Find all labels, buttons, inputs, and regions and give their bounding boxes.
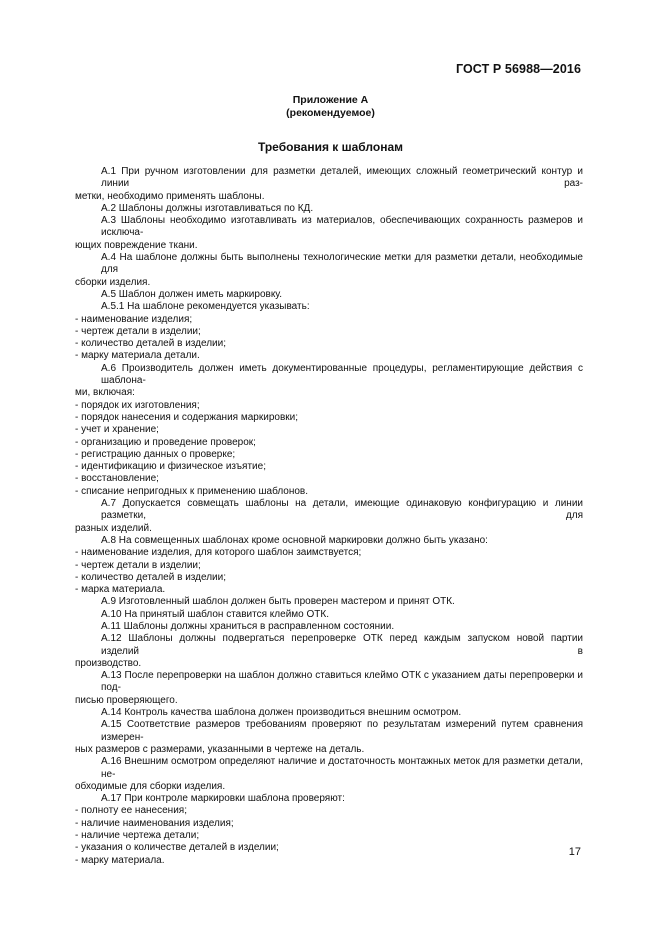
list-item (75, 818, 583, 830)
list-item-text: - идентификацию и физическое изъятие; (75, 461, 266, 473)
appendix-label: Приложение А (292, 94, 369, 106)
paragraph-line: метки, необходимо применять шаблоны. (75, 190, 265, 202)
paragraph-line: обходимые для сборки изделия. (75, 780, 226, 792)
list-item-text: - полноту ее нанесения; (75, 805, 187, 817)
page-number: 17 (568, 846, 581, 858)
paragraph-line: А.14 Контроль качества шаблона должен производиться внешним осмотром. (101, 707, 462, 719)
list-item-text: - восстановление; (75, 473, 159, 485)
list-item-text: - порядок нанесения и содержания маркировки; (75, 411, 298, 423)
list-item (75, 449, 583, 461)
clause-paragraph (75, 289, 583, 301)
paragraph-line: производство. (75, 657, 142, 669)
paragraph-line: А.10 На принятый шаблон ставится клеймо ОТК. (101, 608, 329, 620)
list-item (75, 805, 583, 817)
list-item (75, 412, 583, 424)
appendix-heading (0, 94, 661, 120)
standard-code: ГОСТ Р 56988—2016 (455, 62, 581, 76)
list-item-text: - наличие наименования изделия; (75, 817, 234, 829)
paragraph-line: разных изделий. (75, 522, 152, 534)
list-item-text: - марку материала детали. (75, 350, 200, 362)
paragraph-line: А.15 Соответствие размеров требованиям проверяют по результатам измерений путем сравнения измерен- (101, 719, 583, 743)
clause-paragraph (75, 252, 583, 289)
list-item (75, 326, 583, 338)
paragraph-line: А.5.1 На шаблоне рекомендуется указывать: (101, 301, 310, 313)
clause-paragraph (75, 621, 583, 633)
clause-paragraph (75, 596, 583, 608)
paragraph-line: А.1 При ручном изготовлении для разметки деталей, имеющих сложный геометрический контур и линии раз- (101, 166, 583, 190)
paragraph-line: А.2 Шаблоны должны изготавливаться по КД. (101, 202, 314, 214)
list-item-text: - организацию и проведение проверок; (75, 436, 256, 448)
list-item (75, 424, 583, 436)
list-item-text: - количество деталей в изделии; (75, 571, 226, 583)
list-item (75, 473, 583, 485)
clause-paragraph (75, 719, 583, 756)
list-item (75, 314, 583, 326)
paragraph-line: сборки изделия. (75, 276, 151, 288)
list-item (75, 584, 583, 596)
list-item (75, 572, 583, 584)
document-body (75, 166, 583, 867)
paragraph-line: А.3 Шаблоны необходимо изготавливать из материалов, обеспечивающих сохранность размеров и исключа- (101, 215, 583, 239)
list-item-text: - чертеж детали в изделии; (75, 559, 201, 571)
list-item (75, 547, 583, 559)
clause-paragraph (75, 609, 583, 621)
clause-paragraph (75, 756, 583, 793)
list-item (75, 400, 583, 412)
clause-paragraph (75, 166, 583, 203)
list-item-text: - марку материала. (75, 854, 165, 866)
clause-paragraph (75, 793, 583, 805)
paragraph-line: ющих повреждение ткани. (75, 239, 198, 251)
list-item-text: - указания о количестве деталей в изделии; (75, 842, 279, 854)
clause-paragraph (75, 670, 583, 707)
list-item-text: - наличие чертежа детали; (75, 830, 200, 842)
paragraph-line: А.5 Шаблон должен иметь маркировку. (101, 288, 283, 300)
clause-paragraph (75, 707, 583, 719)
list-item (75, 338, 583, 350)
list-item-text: - регистрацию данных о проверке; (75, 448, 236, 460)
list-item (75, 350, 583, 362)
clause-paragraph (75, 535, 583, 547)
clause-paragraph (75, 301, 583, 313)
paragraph-line: А.17 При контроле маркировки шаблона проверяют: (101, 793, 345, 805)
clause-paragraph (75, 633, 583, 670)
list-item (75, 855, 583, 867)
clause-paragraph (75, 215, 583, 252)
list-item (75, 437, 583, 449)
clause-paragraph (75, 363, 583, 400)
list-item-text: - количество деталей в изделии; (75, 338, 226, 350)
list-item (75, 486, 583, 498)
list-item-text: - марка материала. (75, 584, 166, 596)
paragraph-line: А.8 На совмещенных шаблонах кроме основной маркировки должно быть указано: (101, 534, 488, 546)
list-item (75, 461, 583, 473)
list-item-text: - учет и хранение; (75, 424, 159, 436)
list-item (75, 842, 583, 854)
paragraph-line: А.12 Шаблоны должны подвергаться перепроверке ОТК перед каждым запуском новой партии изделий в (101, 633, 583, 657)
list-item (75, 830, 583, 842)
list-item-text: - наименование изделия; (75, 313, 193, 325)
paragraph-line: А.7 Допускается совмещать шаблоны на детали, имеющие одинаковую конфигурацию и линии разметки, для (101, 498, 583, 522)
list-item-text: - порядок их изготовления; (75, 399, 200, 411)
list-item-text: - чертеж детали в изделии; (75, 325, 201, 337)
paragraph-line: А.16 Внешним осмотром определяют наличие и достаточность монтажных меток для разметки детали, не- (101, 756, 583, 780)
paragraph-line: ных размеров с размерами, указанными в чертеже на деталь. (75, 743, 365, 755)
list-item (75, 560, 583, 572)
list-item-text: - списание непригодных к применению шаблонов. (75, 485, 309, 497)
paragraph-line: А.9 Изготовленный шаблон должен быть проверен мастером и принят ОТК. (101, 596, 455, 608)
paragraph-line: писью проверяющего. (75, 694, 178, 706)
paragraph-line: А.11 Шаблоны должны храниться в расправленном состоянии. (101, 620, 395, 632)
paragraph-line: А.4 На шаблоне должны быть выполнены технологические метки для разметки детали, необходимые для (101, 252, 583, 276)
paragraph-line: А.6 Производитель должен иметь документированные процедуры, регламентирующие действия с шаблона- (101, 362, 583, 387)
section-title: Требования к шаблонам (257, 140, 404, 154)
appendix-status: (рекомендуемое) (286, 107, 375, 119)
paragraph-line: А.13 После перепроверки на шаблон должно ставиться клеймо ОТК с указанием даты перепроверки и под- (101, 670, 583, 694)
list-item-text: - наименование изделия, для которого шаблон заимствуется; (75, 547, 362, 559)
paragraph-line: ми, включая: (75, 387, 135, 399)
clause-paragraph (75, 498, 583, 535)
clause-paragraph (75, 203, 583, 215)
